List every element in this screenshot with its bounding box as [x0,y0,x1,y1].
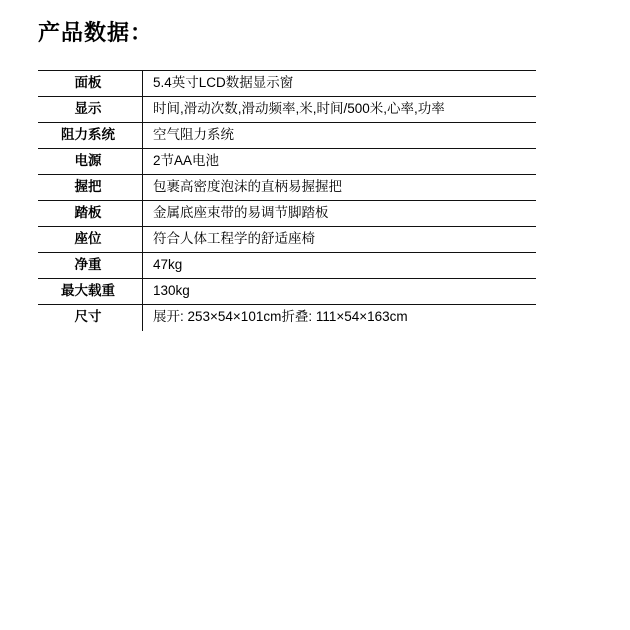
spec-label: 电源 [38,149,143,175]
spec-label: 面板 [38,71,143,97]
spec-label: 阻力系统 [38,123,143,149]
spec-value: 130kg [143,279,537,305]
spec-label: 最大载重 [38,279,143,305]
table-row [38,97,536,123]
table-row [38,201,536,227]
spec-table-body [38,71,536,331]
table-row [38,227,536,253]
spec-value: 金属底座束带的易调节脚踏板 [143,201,537,227]
spec-label: 净重 [38,253,143,279]
spec-value: 展开: 253×54×101cm折叠: 111×54×163cm [153,309,408,325]
spec-label: 显示 [38,97,143,123]
spec-value: 2节AA电池 [143,149,537,175]
table-row [38,71,536,97]
spec-value: 时间,滑动次数,滑动频率,米,时间/500米,心率,功率 [143,97,537,123]
spec-value: 47kg [143,253,537,279]
spec-value: 空气阻力系统 [143,123,537,149]
table-row [38,123,536,149]
spec-label: 尺寸 [38,305,143,331]
table-row [38,149,536,175]
page-title: 产品数据： [38,20,154,45]
table-row [38,305,536,331]
spec-label: 座位 [38,227,143,253]
spec-value: 符合人体工程学的舒适座椅 [143,227,537,253]
spec-label: 握把 [38,175,143,201]
spec-label: 踏板 [38,201,143,227]
table-row [38,175,536,201]
spec-value: 5.4英寸LCD数据显示窗 [143,71,537,97]
spec-value: 包裹高密度泡沫的直柄易握握把 [143,175,537,201]
table-row [38,253,536,279]
specification-table [38,70,536,331]
table-row [38,279,536,305]
